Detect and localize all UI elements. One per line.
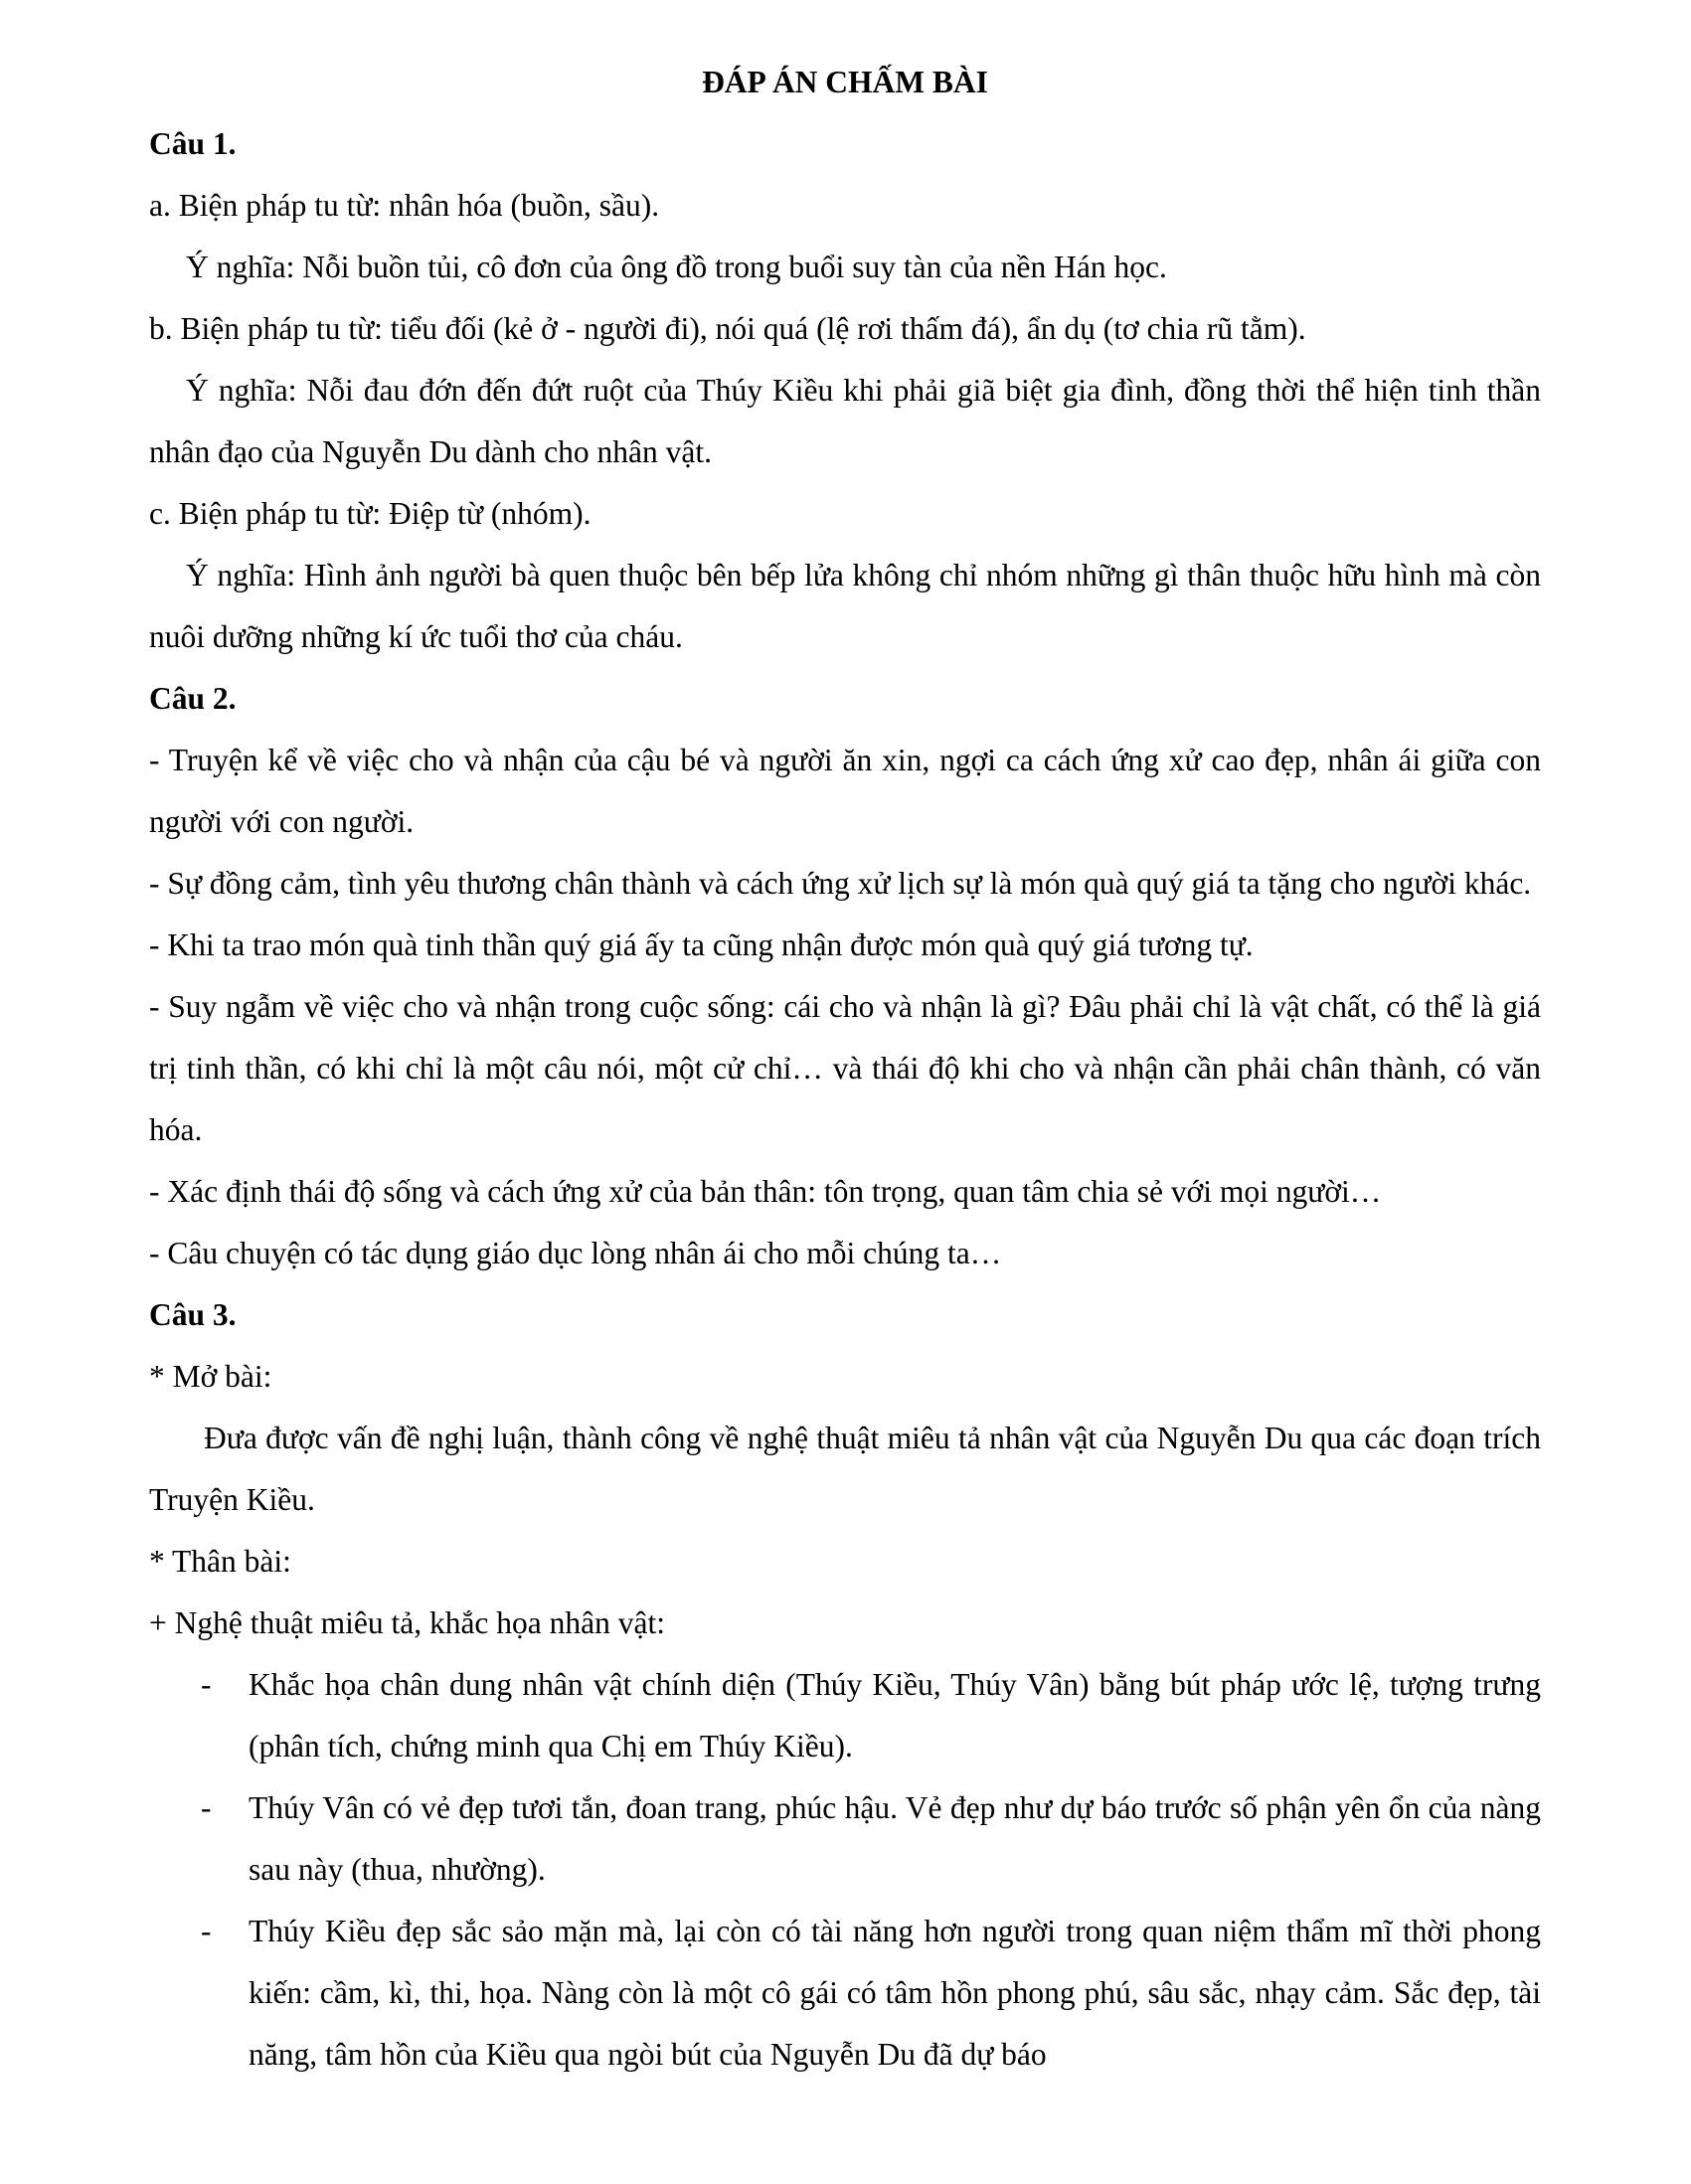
- list-item: [149, 1777, 1541, 1901]
- bullet-dash: -: [201, 1914, 212, 1948]
- bullet-dash: -: [201, 1667, 212, 1702]
- bullet-text: Khắc họa chân dung nhân vật chính diện (Thúy Kiều, Thúy Vân) bằng bút pháp ước lệ, tượng trưng (phân tích, chứng minh qua Chị em Thúy Kiều).: [249, 1667, 1541, 1764]
- q1-b-technique: b. Biện pháp tu từ: tiểu đối (kẻ ở - người đi), nói quá (lệ rơi thấm đá), ẩn dụ (tơ chia rũ tằm).: [149, 311, 1306, 346]
- q1-b-meaning: Ý nghĩa: Nỗi đau đớn đến đứt ruột của Thúy Kiều khi phải giã biệt gia đình, đồng thời thể hiện tinh thần nhân đạo của Nguyễn Du dành cho nhân vật.: [149, 373, 1541, 469]
- q2-point: - Khi ta trao món quà tinh thần quý giá ấy ta cũng nhận được món quà quý giá tương tự.: [149, 927, 1254, 962]
- list-item: [149, 1654, 1541, 1777]
- bullet-text: Thúy Vân có vẻ đẹp tươi tắn, đoan trang, phúc hậu. Vẻ đẹp như dự báo trước số phận yên ổn của nàng sau này (thua, nhường).: [249, 1790, 1541, 1887]
- answer-key-page: [149, 52, 1541, 2086]
- q2-point: - Câu chuyện có tác dụng giáo dục lòng nhân ái cho mỗi chúng ta…: [149, 1236, 1002, 1270]
- page-title: ĐÁP ÁN CHẤM BÀI: [702, 65, 988, 99]
- q1-a-technique: a. Biện pháp tu từ: nhân hóa (buồn, sầu).: [149, 188, 660, 223]
- q2-point: - Truyện kể về việc cho và nhận của cậu bé và người ăn xin, ngợi ca cách ứng xử cao đẹp, nhân ái giữa con người với con người.: [149, 743, 1541, 839]
- q3-bullet-list: [149, 1654, 1541, 2086]
- question-2-heading: Câu 2.: [149, 681, 237, 716]
- q3-body-label: * Thân bài:: [149, 1544, 291, 1579]
- question-1-heading: Câu 1.: [149, 126, 237, 161]
- list-item: [149, 1901, 1541, 2086]
- q3-art-label: + Nghệ thuật miêu tả, khắc họa nhân vật:: [149, 1605, 665, 1640]
- q1-c-technique: c. Biện pháp tu từ: Điệp từ (nhóm).: [149, 496, 592, 531]
- q2-point: - Xác định thái độ sống và cách ứng xử của bản thân: tôn trọng, quan tâm chia sẻ với mọi người…: [149, 1174, 1382, 1209]
- q2-point: - Sự đồng cảm, tình yêu thương chân thành và cách ứng xử lịch sự là món quà quý giá ta tặng cho người khác.: [149, 866, 1532, 901]
- q1-c-meaning: Ý nghĩa: Hình ảnh người bà quen thuộc bên bếp lửa không chỉ nhóm những gì thân thuộc hữu hình mà còn nuôi dưỡng những kí ức tuổi thơ của cháu.: [149, 558, 1541, 654]
- bullet-dash: -: [201, 1790, 212, 1825]
- q3-intro-text: Đưa được vấn đề nghị luận, thành công về nghệ thuật miêu tả nhân vật của Nguyễn Du qua các đoạn trích Truyện Kiều.: [149, 1421, 1541, 1517]
- bullet-text: Thúy Kiều đẹp sắc sảo mặn mà, lại còn có tài năng hơn người trong quan niệm thẩm mĩ thời phong kiến: cầm, kì, thi, họa. Nàng còn là một cô gái có tâm hồn phong phú, sâu sắc, nhạy cảm. Sắc đẹp, tài năng, tâm hồn của Kiều qua ngòi bút của Nguyễn Du đã dự báo: [249, 1914, 1541, 2072]
- q3-intro-label: * Mở bài:: [149, 1359, 272, 1394]
- q2-point: - Suy ngẫm về việc cho và nhận trong cuộc sống: cái cho và nhận là gì? Đâu phải chỉ là vật chất, có thể là giá trị tinh thần, có khi chỉ là một câu nói, một cử chỉ… và thái độ khi cho và nhận cần phải chân thành, có văn hóa.: [149, 989, 1541, 1147]
- question-3-heading: Câu 3.: [149, 1297, 237, 1332]
- q1-a-meaning: Ý nghĩa: Nỗi buồn tủi, cô đơn của ông đồ trong buổi suy tàn của nền Hán học.: [186, 250, 1167, 284]
